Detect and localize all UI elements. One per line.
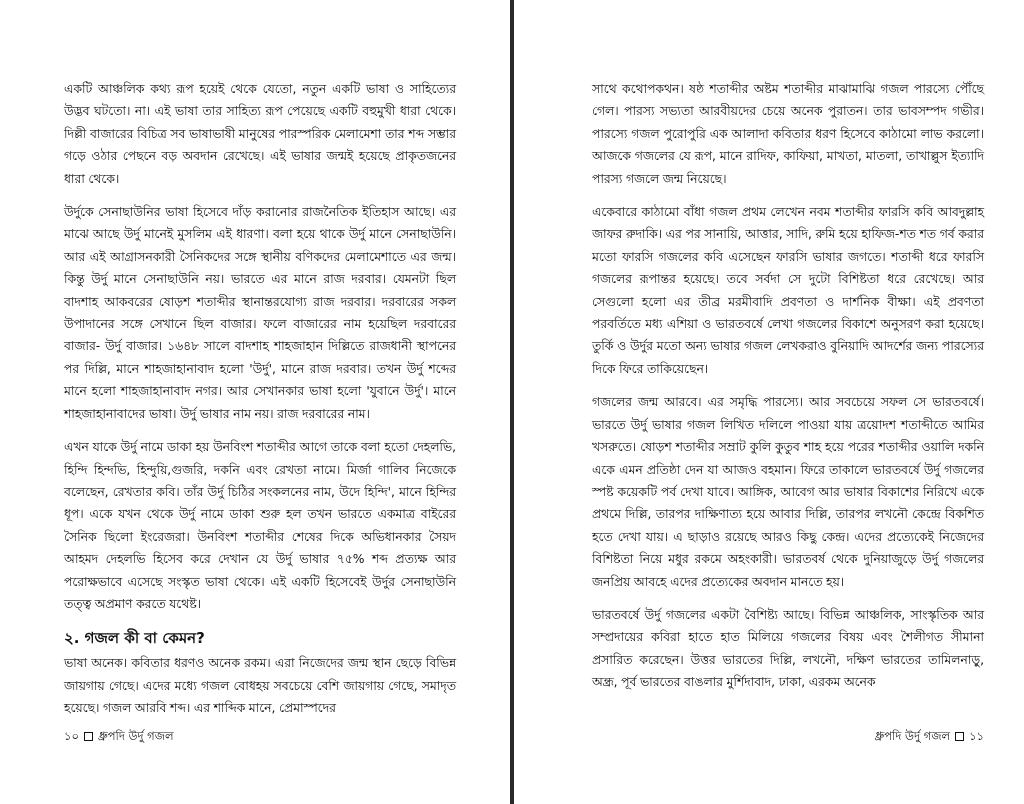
right-page-footer (874, 728, 984, 744)
paragraph: ভাষা অনেক। কবিতার ধরণও অনেক রকম। এরা নিজেদের জন্ম স্থান ছেড়ে বিভিন্ন জায়গায় গেছে। এদের মধ্যে গজল বোধহয় সবচেয়ে বেশি জায়গায় গেছে, সমাদৃত হয়েছে। গজল আরবি শব্দ। এর শাব্দিক মানে, প্রেমাস্পদের (64, 656, 456, 716)
section-heading: ২. গজল কী বা কেমন? (64, 629, 205, 648)
book-title: ধ্রুপদি উর্দু গজল (874, 729, 951, 743)
square-separator-icon (84, 732, 93, 741)
left-page-footer (64, 728, 174, 744)
left-page-body (64, 78, 456, 731)
right-page (514, 0, 1024, 804)
page-number: ১০ (64, 729, 79, 743)
right-page-body (592, 78, 984, 705)
paragraph: একেবারে কাঠামো বাঁধা গজল প্রথম লেখেন নবম শতাব্দীর ফারসি কবি আবদুল্লাহ জাফর রুদাকি। এর পর সানায়ি, আত্তার, সাদি, রুমি হয়ে হাফিজ-শত শত গর্ব করার মতো ফারসি গজলের কবি এসেছেন ফারসি ভাষার জগতে। শতাব্দী ধরে ফারসি গজলের রূপান্তর হয়েছে। তবে সর্বদা সে দুটো বিশিষ্টতা ধরে রেখেছে। আর সেগুলো হলো এর তীব্র মরমীবাদি প্রবণতা ও দার্শনিক বীক্ষা। এই প্রবণতা পরবর্তিতে মধ্য এশিয়া ও ভারতবর্ষে লেখা গজলের বিকাশে অনুসরণ করা হয়েছে। তুর্কি ও উর্দুর মতো অন্য ভাষার গজল লেখকরাও বুনিয়াদি আদর্শের জন্য পারস্যের দিকে ফিরে তাকিয়েছেন। (592, 205, 984, 376)
paragraph: একটি আঞ্চলিক কথ্য রূপ হয়েই থেকে যেতো, নতুন একটি ভাষা ও সাহিত্যের উদ্ভব ঘটতো। না। এই ভাষা তার সাহিত্য রূপ পেয়েছে একটি বহুমুখী ধারা থেকে। দিল্লী বাজারের বিচিত্র সব ভাষাভাষী মানুষের পারস্পরিক মেলামেশা তার শব্দ সম্ভার গড়ে ওঠার পেছনে বড় অবদান রেখেছে। এই ভাষার জন্মই হয়েছে প্রাকৃতজনের ধারা থেকে। (64, 82, 456, 186)
book-title: ধ্রুপদি উর্দু গজল (97, 729, 174, 743)
paragraph: ভারতবর্ষে উর্দু গজলের একটা বৈশিষ্ট্য আছে। বিভিন্ন আঞ্চলিক, সাংস্কৃতিক আর সম্প্রদায়ের কবিরা হাতে হাত মিলিয়ে গজলের বিষয় এবং শৈলীগত সীমানা প্রসারিত করেছেন। উত্তর ভারতের দিল্লি, লখনৌ, দক্ষিণ ভারতের তামিলনাড়ু, অন্ধ্র, পূর্ব ভারতের বাঙলার মুর্শিদাবাদ, ঢাকা, এরকম অনেক (592, 607, 984, 690)
paragraph: সাথে কথোপকথন। ষষ্ঠ শতাব্দীর অষ্টম শতাব্দীর মাঝামাঝি গজল পারস্যে পৌঁছে গেল। পারস্য সভ্যতা আরবীয়দের চেয়ে অনেক পুরাতন। তার ভাবসম্পদ গভীর। পারস্যে গজল পুরোপুরি এক আলাদা কবিতার ধরণ হিসেবে কাঠামো লাভ করলো। আজকে গজলের যে রূপ, মানে রাদিফ, কাফিয়া, মাখতা, মাতলা, তাখাল্লুস ইত্যাদি পারস্য গজলে জন্ম নিয়েছে। (592, 82, 984, 186)
paragraph: গজলের জন্ম আরবে। এর সমৃদ্ধি পারস্যে। আর সবচেয়ে সফল সে ভারতবর্ষে। ভারতে উর্দু ভাষার গজল লিখিত দলিলে পাওয়া যায় ত্রয়োদশ শতাব্দীতে আমির খসরুতে। ষোড়শ শতাব্দীর সম্রাট কুলি কুতুব শাহ হয়ে পরের শতাব্দীর ওয়ালি দকনি একে এমন প্রতিষ্ঠা দেন যা আজও বহমান। ফিরে তাকালে ভারতবর্ষে উর্দু গজলের স্পষ্ট কয়েকটি পর্ব দেখা যাবে। আঙ্গিক, আবেগ আর ভাষার বিকাশের নিরিখে একে প্রথমে দিল্লি, তারপর দাক্ষিণাত্য হয়ে আবার দিল্লি, তারপর লখনৌ কেন্দ্রে বিকশিত হতে দেখা যায়। এ ছাড়াও রয়েছে আরও কিছু কেন্দ্র। এদের প্রত্যেকেই নিজেদের বিশিষ্টতা নিয়ে মধুর রকমে অহংকারী। ভারতবর্ষ থেকে দুনিয়াজুড়ে উর্দু গজলের জনপ্রিয় আবহে এদের প্রত্যেকের অবদান মানতে হয়। (592, 395, 984, 589)
paragraph: উর্দুকে সেনাছাউনির ভাষা হিসেবে দাঁড় করানোর রাজনৈতিক ইতিহাস আছে। এর মাঝে আছে উর্দু মানেই মুসলিম এই ধারণা। বলা হয়ে থাকে উর্দু মানে সেনাছাউনি। আর এই আগ্রাসনকারী সৈনিকদের সঙ্গে স্থানীয় বণিকদের মেলামেশাতে এর জন্ম। কিন্তু উর্দু মানে সেনাছাউনি নয়। ভারতে এর মানে রাজ দরবার। যেমনটা ছিল বাদশাহ আকবরের ষোড়শ শতাব্দীর স্থানান্তরযোগ্য রাজ দরবার। দরবারের সকল উপাদানের সঙ্গে সেখানে ছিল বাজার। ফলে বাজারের নাম হয়েছিল দরবারের বাজার- উর্দু বাজার। ১৬৪৮ সালে বাদশাহ শাহজাহান দিল্লিতে রাজধানী স্থাপনের পর দিল্লি, মানে শাহজাহানাবাদ হলো 'উর্দু', মানে রাজ দরবার। তখন উর্দু শব্দের মানে হলো শাহজাহানাবাদ নগর। আর সেখানকার ভাষা হলো 'যুবানে উর্দু'। মানে শাহজাহানাবাদের ভাষা। উর্দু ভাষার নাম নয়। রাজ দরবারের নাম। (64, 205, 456, 421)
paragraph: এখন যাকে উর্দু নামে ডাকা হয় উনবিংশ শতাব্দীর আগে তাকে বলা হতো দেহলভি, হিন্দি হিন্দভি, হিন্দুয়ি,গুজরি, দকনি এবং রেখতা নামে। মির্জা গালিব নিজেকে বলেছেন, রেখতার কবি। তাঁর উর্দু চিঠির সংকলনের নাম, উদে হিন্দি', মানে হিন্দির ধূপ। একে যখন থেকে উর্দু নামে ডাকা শুরু হল তখন ভারতে একমাত্র বাইরের সৈনিক ছিলো ইংরেজরা। উনবিংশ শতাব্দীর শেষের দিকে অভিধানকার সৈয়দ আহমদ দেহলভি হিসেব করে দেখান যে উর্দু ভাষার ৭৫% শব্দ প্রত্যক্ষ আর পরোক্ষভাবে এসেছে সংস্কৃত ভাষা থেকে। এই একটি হিসেবেই উর্দুর সেনাছাউনি তত্ত্ব অপ্রমাণ করতে যথেষ্ট। (64, 440, 456, 611)
left-page (0, 0, 510, 804)
square-separator-icon (955, 732, 964, 741)
page-number: ১১ (969, 729, 984, 743)
